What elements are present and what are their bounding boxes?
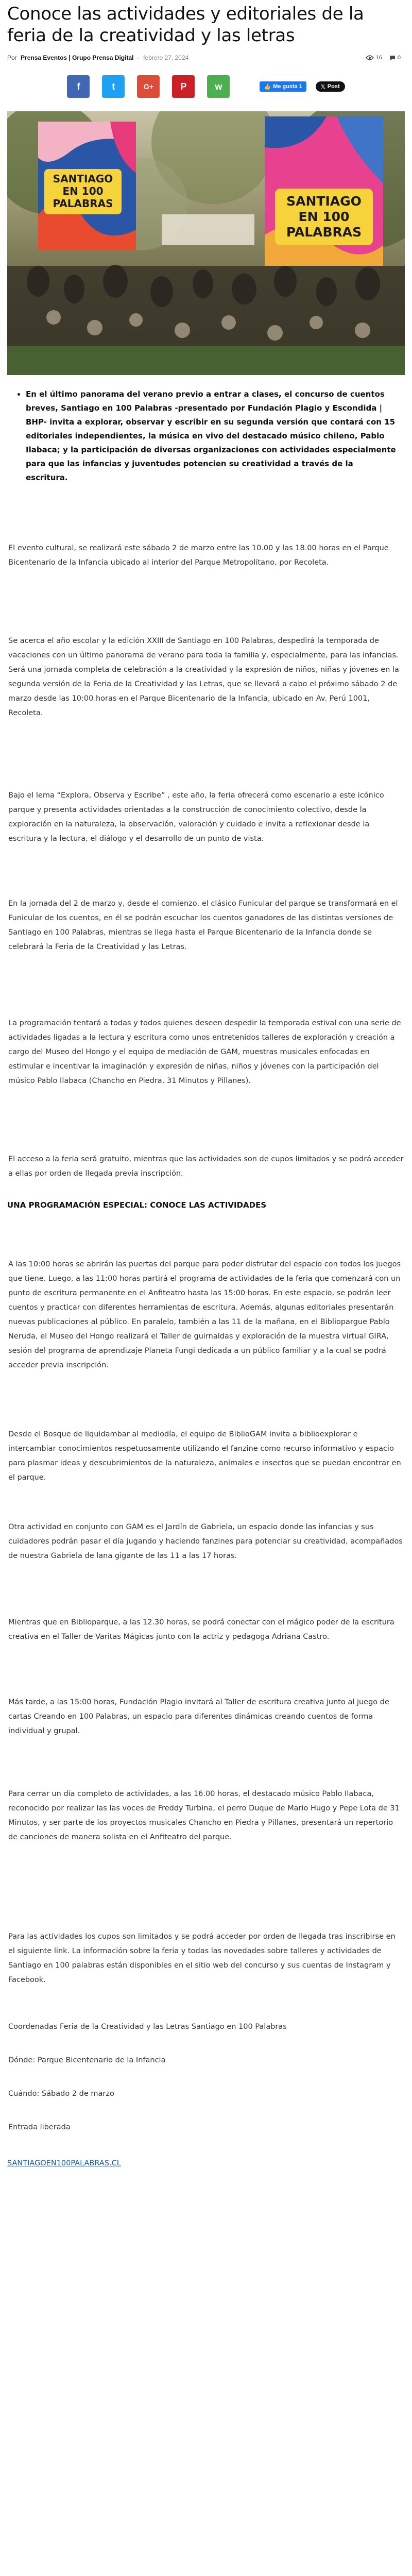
paragraph-10: Mientras que en Biblioparque, a las 12.30 horas, se podrá conectar con el mágico poder de la escritura creativa en el Taller de Varitas Mágicas junto con la actriz y pedagoga Adriana Castro. [8,1618,394,1641]
share-pinterest-button[interactable] [172,75,195,98]
whatsapp-icon: w [215,81,222,92]
paragraph-9: Otra actividad en conjunto con GAM es el Jardín de Gabriela, un espacio donde las infancias y sus cuidadores podrán pasar el día jugando y haciendo fanzines para potenciar su creatividad, acompañados de nuestra Gabriela de lana gigante de las 11 a las 17 horas. [8,1523,403,1560]
author-link[interactable]: Prensa Eventos | Grupo Prensa Digital [21,54,134,61]
social-plugins [260,81,345,92]
where-line: Dónde: Parque Bicentenario de la Infancia [8,2056,166,2064]
facebook-like-button[interactable] [260,81,306,92]
paragraph-3: Bajo el lema “Explora, Observa y Escribe” , este año, la feria ofrecerá como escenario a este icónico parque y presenta actividades orientadas a la construcción de conocimiento colectivo, desde la exploración en la naturaleza, la observación, valoración y cuidado e invita a reflexionar desde la escritura y la lectura, el diálogo y el desarrollo de un punto de vista. [8,791,384,843]
paragraph-8: Desde el Bosque de liquidambar al mediodía, el equipo de BiblioGAM invita a biblioexplorar e intercambiar conocimientos respetuosamente utilizando el fanzine como recurso informativo y espacio para plasmar ideas y descubrimientos de la naturaleza, animales e insectos que se puedan encontrar en el parque. [8,1430,401,1482]
paragraph-7: A las 10:00 horas se abrirán las puertas del parque para poder disfrutar del espacio con todos los juegos que tiene. Luego, a las 11:00 horas partirá el programa de actividades de la feria que comenzará con un punto de escritura permanente en el Anfiteatro hasta las 15:00 horas. En este espacio, se podrán leer cuentos y practicar con diferentes herramientas de escritura. Además, algunas editoriales presentarán nuevas publicaciones al público. En paralelo, también a las 11 de la mañana, en el Bibliopargue Pablo Neruda, el Museo del Hongo realizará el Taller de guirnaldas y exploración de la muestra virtual GIRA, sesión del programa de aprendizaje Planeta Fungi dedicada a un público familiar y a la cual se podrá acceder previa inscripción. [8,1260,401,1369]
post-label: Post [327,83,340,90]
section-subheading: UNA PROGRAMACIÓN ESPECIAL: CONOCE LAS ACTIVIDADES [7,1200,267,1210]
like-label: Me gusta 1 [273,83,302,90]
x-logo-icon: 𝕏 [320,83,325,90]
banner-right-line2: EN 100 [298,209,350,224]
article-summary [7,387,405,485]
banner-left-line2: EN 100 [62,185,104,197]
banner-left-line1: SANTIAGO [53,173,113,185]
banner-right-line1: SANTIAGO [286,194,362,209]
coordinates-line: Coordenadas Feria de la Creatividad y las Letras Santiago en 100 Palabras [8,2023,287,2031]
article-meta [7,53,405,63]
twitter-icon: t [112,81,115,92]
banner-right [265,116,383,266]
meta-separator: - [137,54,140,61]
share-facebook-button[interactable] [67,75,90,98]
views-counter [366,55,382,61]
paragraph-1: El evento cultural, se realizará este sábado 2 de marzo entre las 10.00 y las 18.00 horas en el Parque Bicentenario de la Infancia ubicado al interior del Parque Metropolitano, por Recoleta. [8,544,389,567]
comments-counter[interactable] [389,55,401,61]
hero-image [7,111,405,375]
eye-icon [366,55,374,60]
share-google-button[interactable] [137,75,160,98]
publish-date: febrero 27, 2024 [143,54,189,61]
banner-left-line3: PALABRAS [53,197,113,210]
banner-left [38,122,136,250]
thumbs-up-icon: 👍 [264,83,271,90]
summary-text: • En el último panorama del verano previo a entrar a clases, el concurso de cuentos breves, Santiago en 100 Palabras -presentado por Fundación Plagio y Escondida | BHP- invita a explorar, observar y escribir en su segunda versión que contará con 15 editoriales independientes, la música en vivo del destacado músico chileno, Pablo Ilabaca; y la participación de diversas organizaciones con actividades especialmente para que las infancias y juventudes potencien su creatividad a través de la escritura. [26,387,397,485]
paragraph-13: Para las actividades los cupos son limitados y se podrá acceder por orden de llegada tras inscribirse en el siguiente link. La información sobre la feria y todas las novedades sobre talleres y actividades de Santiago en 100 palabras están disponibles en el sitio web del concurso y sus cuentas de Instagram y Facebook. [8,1933,396,1984]
paragraph-12: Para cerrar un día completo de actividades, a las 16.00 horas, el destacado músico Pablo Ilabaca, reconocido por realizar las las voces de Freddy Turbina, el perro Duque de Mario Hugo y Pepe Lota de 31 Minutos, y ser parte de los proyectos musicales Chancho en Piedra y Pillanes, presentará un repertorio de canciones de manera solista en el Anfiteatro del parque. [8,1790,400,1841]
share-twitter-button[interactable] [102,75,125,98]
google-plus-icon: G+ [143,82,153,91]
paragraph-2: Se acerca el año escolar y la edición XXIII de Santiago en 100 Palabras, despedirá la temporada de vacaciones con un último panorama de verano para toda la familia y, especialmente, para las infancias. Será una jornada completa de celebración a la creatividad y la expresión de niños, niñas y jóvenes en la segunda versión de la Feria de la Creatividad y las Letras, que se llevará a cabo el próximo sábado 2 de marzo desde las 10:00 horas en el Parque Bicentenario de la Infancia, ubicado en Av. Perú 1001, Recoleta. [8,637,399,717]
when-line: Cuándo: Sábado 2 de marzo [8,2090,114,2098]
views-count: 16 [375,55,382,61]
facebook-icon: f [77,81,80,92]
comment-icon [389,55,396,61]
paragraph-6: El acceso a la feria será gratuito, mientras que las actividades son de cupos limitados y se podrá acceder a ellas por orden de llegada previa inscripción. [8,1155,404,1178]
by-label: Por [7,54,17,61]
paragraph-11: Más tarde, a las 15:00 horas, Fundación Plagio invitará al Taller de escritura creativa junto al juego de cartas Creando en 100 Palabras, un espacio para diferentes dinámicas creando cuentos de forma individual y grupal. [8,1698,389,1735]
share-whatsapp-button[interactable] [207,75,230,98]
x-post-button[interactable] [316,81,345,92]
banner-right-line3: PALABRAS [286,225,362,240]
share-bar [7,75,405,98]
comments-count: 0 [397,55,401,61]
paragraph-4: En la jornada del 2 de marzo y, desde el comienzo, el clásico Funicular del parque se transformará en el Funicular de los cuentos, en él se podrán escuchar los cuentos ganadores de las distintas versiones de Santiago en 100 Palabras, mientras se llega hasta el Parque Bicentenario de la Infancia donde se celebrará la Feria de la Creatividad y las Letras. [8,900,398,951]
article-title: Conoce las actividades y editoriales de la feria de la creatividad y las letras [7,4,364,46]
paragraph-5: La programación tentará a todas y todos quienes deseen despedir la temporada estival con una serie de actividades ligadas a la lectura y escritura como unos entretenidos talleres de exploración y creación a cargo del Museo del Hongo y el equipo de mediación de GAM, muestras musicales enfocadas en estimular e incentivar la imaginación y expresión de niñas, niños y jóvenes con la participación del músico Pablo Ilabaca (Chancho en Piedra, 31 Minutos y Pillanes). [8,1019,401,1085]
website-link[interactable]: SANTIAGOEN100PALABRAS.CL [7,2159,121,2167]
entry-line: Entrada liberada [8,2123,71,2131]
hero-photo [7,111,405,375]
pinterest-icon: P [180,81,187,92]
